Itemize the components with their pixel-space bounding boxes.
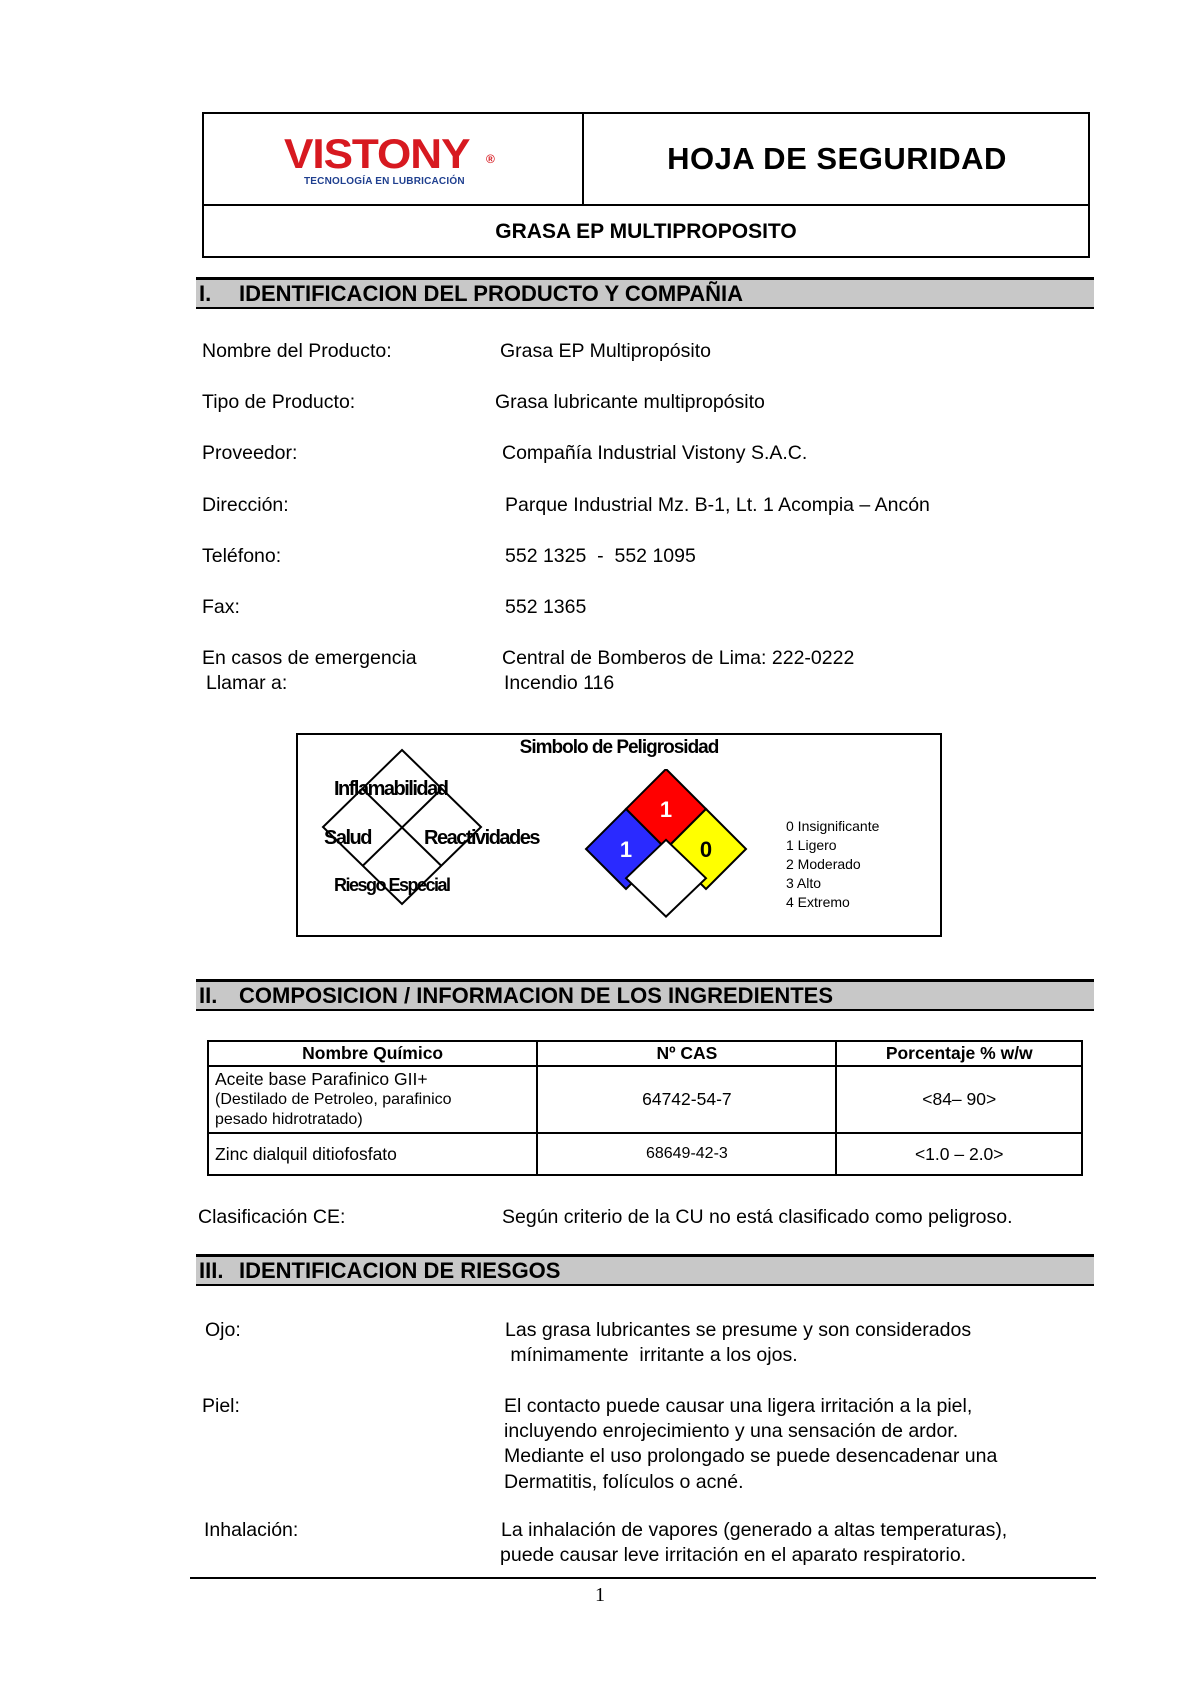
risk-text-line: La inhalación de vapores (generado a altas temperaturas), (501, 1519, 1008, 1541)
health-rating: 1 (619, 837, 633, 862)
field-value: 552 1365 (505, 596, 587, 618)
field-label: Teléfono: (202, 545, 282, 567)
product-title: GRASA EP MULTIPROPOSITO (495, 220, 797, 243)
table-row (208, 1133, 1082, 1175)
section-title: IDENTIFICACION DEL PRODUCTO Y COMPAÑIA (239, 281, 744, 306)
table-row (208, 1066, 1082, 1133)
column-header: Porcentaje % w/w (836, 1041, 1082, 1066)
classification-label: Clasificación CE: (198, 1206, 346, 1228)
field-label: Fax: (202, 596, 240, 618)
logo-registered-mark: ® (486, 152, 495, 166)
document-title: HOJA DE SEGURIDAD (667, 141, 1007, 176)
field-label: Proveedor: (202, 442, 298, 464)
risk-text-line: mínimamente irritante a los ojos. (505, 1344, 798, 1366)
hazard-title: Simbolo de Peligrosidad (519, 737, 719, 758)
risk-text-line: puede causar leve irritación en el aparato respiratorio. (500, 1544, 967, 1566)
emergency-label: En casos de emergencia (202, 647, 417, 669)
chemical-name-cell (208, 1066, 537, 1133)
field-label: Dirección: (202, 494, 289, 516)
section-title: COMPOSICION / INFORMACION DE LOS INGREDIENTES (239, 983, 834, 1008)
section-1-header (196, 277, 1094, 309)
page-number: 1 (595, 1584, 605, 1606)
column-header: Nº CAS (537, 1041, 836, 1066)
field-value: Compañía Industrial Vistony S.A.C. (502, 442, 808, 464)
diagram-label-reactivity: Reactividades (424, 827, 540, 849)
nfpa-diamond (578, 769, 754, 923)
risk-label-inhalation: Inhalación: (204, 1519, 299, 1541)
section-number: II. (199, 983, 218, 1008)
legend-item: 0 Insignificante (786, 818, 880, 834)
cas-number: 68649-42-3 (537, 1133, 836, 1175)
legend-item: 1 Ligero (786, 837, 837, 853)
document-header (202, 112, 1090, 258)
chemical-name: Aceite base Parafinico GII+ (215, 1069, 428, 1089)
logo-tagline: TECNOLOGÍA EN LUBRICACIÓN (304, 176, 465, 187)
diagram-label-flammability: Inflamabilidad (334, 778, 448, 800)
section-title: IDENTIFICACION DE RIESGOS (239, 1258, 561, 1283)
risk-text-line: El contacto puede causar una ligera irritación a la piel, (504, 1395, 973, 1417)
percentage: <1.0 – 2.0> (836, 1133, 1082, 1175)
hazard-symbol-box (296, 733, 942, 937)
footer-divider (190, 1577, 1096, 1579)
risk-text-line: Dermatitis, folículos o acné. (504, 1471, 744, 1493)
risk-text-line: incluyendo enrojecimiento y una sensación de ardor. (504, 1420, 959, 1442)
company-logo: VISTONY (284, 130, 470, 177)
emergency-label: Llamar a: (206, 672, 288, 694)
cas-number: 64742-54-7 (537, 1066, 836, 1133)
legend-item: 3 Alto (786, 875, 822, 891)
chemical-name: Zinc dialquil ditiofosfato (208, 1133, 537, 1175)
legend-item: 4 Extremo (786, 894, 850, 910)
chemical-name-detail: pesado hidrotratado) (215, 1111, 363, 1128)
table-header-row (208, 1041, 1082, 1066)
risk-label-eye: Ojo: (205, 1319, 241, 1341)
field-value: Grasa EP Multipropósito (500, 340, 711, 362)
hazard-legend (786, 817, 879, 912)
risk-text-line: Las grasa lubricantes se presume y son considerados (505, 1319, 972, 1341)
field-label: Nombre del Producto: (202, 340, 392, 362)
risk-text-line: Mediante el uso prolongado se puede desencadenar una (504, 1445, 998, 1467)
diagram-label-health: Salud (324, 827, 371, 849)
field-value: 552 1325 - 552 1095 (505, 545, 696, 567)
reactivity-rating: 0 (699, 837, 713, 862)
flammability-rating: 1 (659, 797, 673, 822)
classification-value: Según criterio de la CU no está clasificado como peligroso. (502, 1206, 1013, 1228)
section-number: III. (199, 1258, 224, 1283)
section-3-header (196, 1254, 1094, 1286)
header-top-row (204, 114, 1088, 206)
section-number: I. (199, 281, 212, 306)
diagram-label-special: Riesgo Especial (334, 875, 450, 895)
legend-item: 2 Moderado (786, 856, 861, 872)
risk-label-skin: Piel: (202, 1395, 240, 1417)
section-2-header (196, 979, 1094, 1011)
field-label: Tipo de Producto: (202, 391, 356, 413)
chemical-name-detail: (Destilado de Petroleo, parafinico (215, 1091, 452, 1108)
column-header: Nombre Químico (208, 1041, 537, 1066)
emergency-value: Central de Bomberos de Lima: 222-0222 (502, 647, 855, 669)
field-value: Grasa lubricante multipropósito (495, 391, 765, 413)
logo-cell (204, 114, 584, 204)
percentage: <84– 90> (836, 1066, 1082, 1133)
emergency-value: Incendio 116 (504, 672, 615, 694)
field-value: Parque Industrial Mz. B-1, Lt. 1 Acompia – Ancón (505, 494, 930, 516)
ingredients-table (207, 1040, 1083, 1176)
